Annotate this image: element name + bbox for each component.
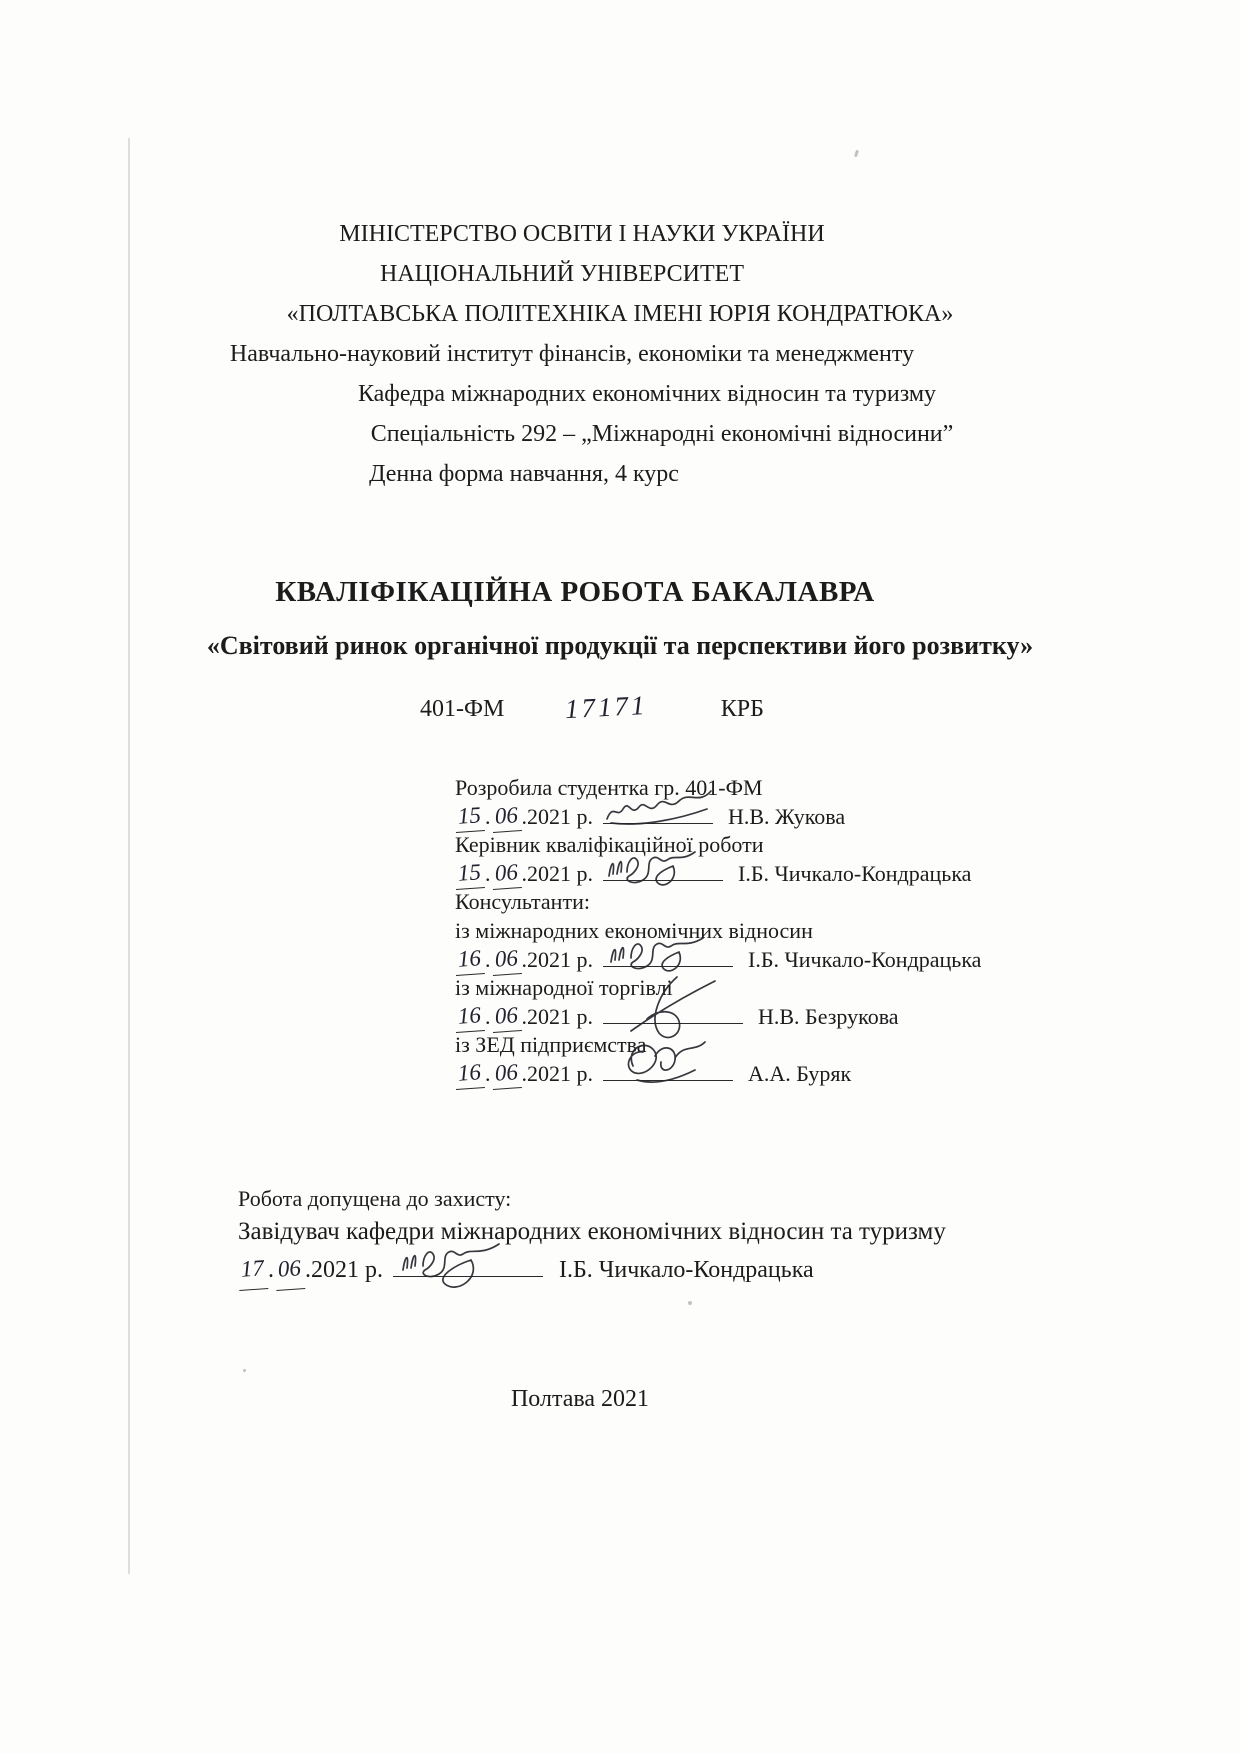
date-text: .2021 р. — [521, 1003, 593, 1029]
signature-mark-kondratska — [393, 1272, 543, 1277]
admission-label: Робота допущена до захисту: — [238, 1186, 512, 1211]
signature-mark-zhukova — [603, 819, 713, 824]
admission-head-of-department: Завідувач кафедри міжнародних економічних відносин та туризму — [238, 1218, 946, 1245]
signature-block-label: Керівник кваліфікаційної роботи — [455, 832, 764, 858]
date-text: .2021 р. — [521, 1060, 593, 1086]
date-separator: . — [485, 1060, 491, 1086]
university-line: НАЦІОНАЛЬНИЙ УНІВЕРСИТЕТ — [380, 261, 744, 287]
handwritten-month: 06 — [490, 801, 521, 833]
signature-block-label: із міжнародних економічних відносин — [455, 917, 813, 943]
signatory-name: Н.В. Жукова — [728, 803, 846, 829]
signature-mark-kondratska — [603, 962, 733, 967]
signatory-name: А.А. Буряк — [748, 1060, 852, 1086]
signature-stroke — [603, 922, 733, 974]
handwritten-day: 16 — [454, 1001, 485, 1033]
department-line: Кафедра міжнародних економічних відносин та туризму — [357, 381, 937, 407]
signatory-name: І.Б. Чичкало-Кондрацька — [748, 946, 982, 972]
signature-mark-kondratska — [603, 876, 723, 881]
speciality-line: Спеціальність 292 – „Міжнародні економічні відносини” — [370, 421, 954, 447]
signature-block-label: Консультанти: — [455, 889, 590, 915]
handwritten-month: 06 — [490, 858, 521, 890]
signature-line-student — [455, 803, 1055, 832]
scan-speck — [243, 1369, 246, 1372]
signature-stroke — [603, 1032, 733, 1088]
signature-block-label: Розробила студентка гр. 401-ФМ — [455, 775, 763, 800]
study-form-line: Денна форма навчання, 4 курс — [369, 461, 679, 487]
signature-stroke — [603, 836, 723, 888]
date-separator: . — [485, 1003, 491, 1029]
handwritten-day: 15 — [454, 858, 485, 890]
date-text: .2021 р. — [521, 803, 593, 829]
signature-stroke — [393, 1226, 543, 1298]
date-separator: . — [485, 803, 491, 829]
signature-line-supervisor — [455, 860, 1055, 889]
date-separator: . — [485, 946, 491, 972]
handwritten-day: 15 — [454, 801, 485, 833]
admission-block — [238, 1184, 1058, 1291]
institution-header — [0, 214, 1240, 494]
date-text: .2021 р. — [305, 1257, 383, 1283]
handwritten-month: 06 — [490, 944, 521, 976]
signature-block-label: із міжнародної торгівлі — [455, 975, 673, 1001]
date-separator: . — [268, 1257, 274, 1283]
signature-line-consultant-1 — [455, 946, 1055, 975]
ministry-line: МІНІСТЕРСТВО ОСВІТИ І НАУКИ УКРАЇНИ — [339, 221, 825, 247]
signature-line-consultant-3 — [455, 1060, 1055, 1089]
city-year-footer: Полтава 2021 — [510, 1386, 650, 1412]
date-separator: . — [485, 860, 491, 886]
signature-block-label: із ЗЕД підприємства — [455, 1032, 647, 1058]
title-block — [0, 576, 1240, 661]
date-text: .2021 р. — [521, 860, 593, 886]
code-row — [420, 689, 764, 725]
signatures-block — [455, 774, 1055, 1089]
signatory-name: Н.В. Безрукова — [758, 1003, 899, 1029]
signature-mark-buryak — [603, 1076, 733, 1081]
work-title: КВАЛІФІКАЦІЙНА РОБОТА БАКАЛАВРА — [275, 576, 875, 608]
signature-stroke — [603, 779, 713, 831]
handwritten-month: 06 — [274, 1248, 306, 1291]
scan-speck — [854, 150, 859, 158]
group-code: 401-ФМ — [420, 696, 505, 722]
admission-signature-line — [238, 1250, 1058, 1291]
signature-mark-bezrukova — [603, 1019, 743, 1024]
institute-line: Навчально-науковий інститут фінансів, економіки та менеджменту — [229, 341, 915, 367]
university-name-line: «ПОЛТАВСЬКА ПОЛІТЕХНІКА ІМЕНІ ЮРІЯ КОНДРАТЮКА» — [286, 301, 954, 327]
handwritten-month: 06 — [490, 1058, 521, 1090]
handwritten-day: 17 — [237, 1248, 269, 1291]
handwritten-month: 06 — [490, 1001, 521, 1033]
scan-speck — [688, 1301, 692, 1305]
date-text: .2021 р. — [521, 946, 593, 972]
signature-line-consultant-2 — [455, 1003, 1055, 1032]
handwritten-day: 16 — [454, 1058, 485, 1090]
handwritten-day: 16 — [454, 944, 485, 976]
work-subtitle: «Світовий ринок органічної продукції та перспективи його розвитку» — [206, 631, 1034, 660]
work-type-code: КРБ — [720, 696, 764, 722]
signatory-name: І.Б. Чичкало-Кондрацька — [559, 1257, 814, 1283]
handwritten-record-number: 17171 — [564, 689, 649, 725]
signatory-name: І.Б. Чичкало-Кондрацька — [738, 860, 972, 886]
